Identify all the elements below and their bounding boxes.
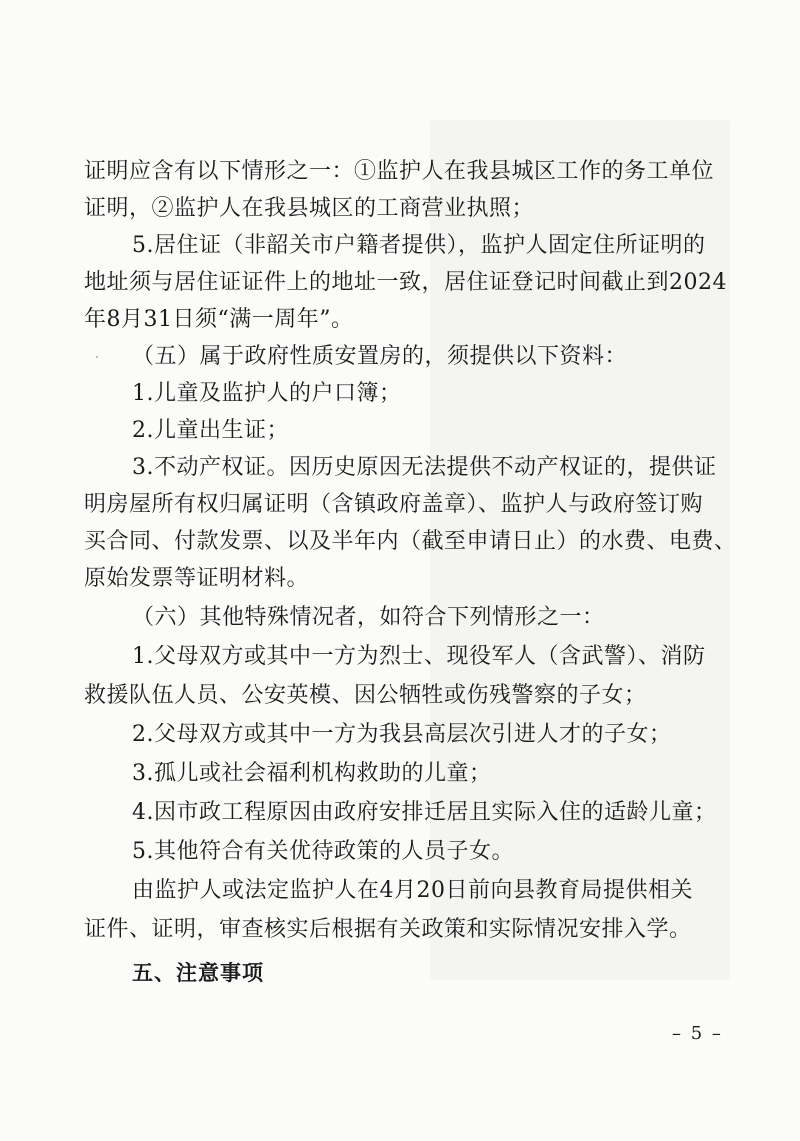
- body-line-20: 由监护人或法定监护人在4月20日前向县教育局提供相关: [132, 878, 693, 903]
- body-line-1: 证明应含有以下情形之一：①监护人在我县城区工作的务工单位: [84, 159, 715, 184]
- section-heading-notes: 五、注意事项: [132, 961, 264, 985]
- body-line-4: 地址须与居住证证件上的地址一致，居住证登记时间截止到2024: [84, 270, 727, 295]
- list-item-5: 5.其他符合有关优待政策的人员子女。: [132, 839, 514, 864]
- section-heading-5: （五）属于政府性质安置房的，须提供以下资料：: [132, 344, 628, 369]
- page-number: – 5 –: [672, 1023, 723, 1044]
- list-item-4: 4.因市政工程原因由政府安排迁居且实际入住的适龄儿童；: [132, 800, 717, 825]
- section-heading-6: （六）其他特殊情况者，如符合下列情形之一：: [132, 605, 605, 630]
- body-line-2: 证明，②监护人在我县城区的工商营业执照；: [84, 196, 535, 221]
- body-line-15: 救援队伍人员、公安英模、因公牺牲或伤残警察的子女；: [84, 683, 647, 708]
- list-item-3: 3.不动产权证。因历史原因无法提供不动产权证的，提供证: [132, 455, 717, 480]
- scan-speck: [96, 356, 98, 358]
- body-line-10: 明房屋所有权归属证明（含镇政府盖章）、监护人与政府签订购: [84, 492, 704, 517]
- list-item-3: 3.孤儿或社会福利机构救助的儿童；: [132, 761, 492, 786]
- body-line-5: 年8月31日须“满一周年”。: [84, 307, 354, 332]
- body-line-11: 买合同、付款发票、以及半年内（截至申请日止）的水费、电费、: [84, 529, 737, 554]
- body-line-21: 证件、证明，审查核实后根据有关政策和实际情况安排入学。: [84, 917, 692, 942]
- body-line-3: 5.居住证（非韶关市户籍者提供），监护人固定住所证明的: [132, 233, 706, 258]
- body-line-12: 原始发票等证明材料。: [84, 566, 310, 591]
- list-item-2: 2.父母双方或其中一方为我县高层次引进人才的子女；: [132, 722, 672, 747]
- list-item-1: 1.父母双方或其中一方为烈士、现役军人（含武警）、消防: [132, 644, 706, 669]
- list-item-2: 2.儿童出生证；: [132, 418, 289, 443]
- list-item-1: 1.儿童及监护人的户口簿；: [132, 381, 402, 406]
